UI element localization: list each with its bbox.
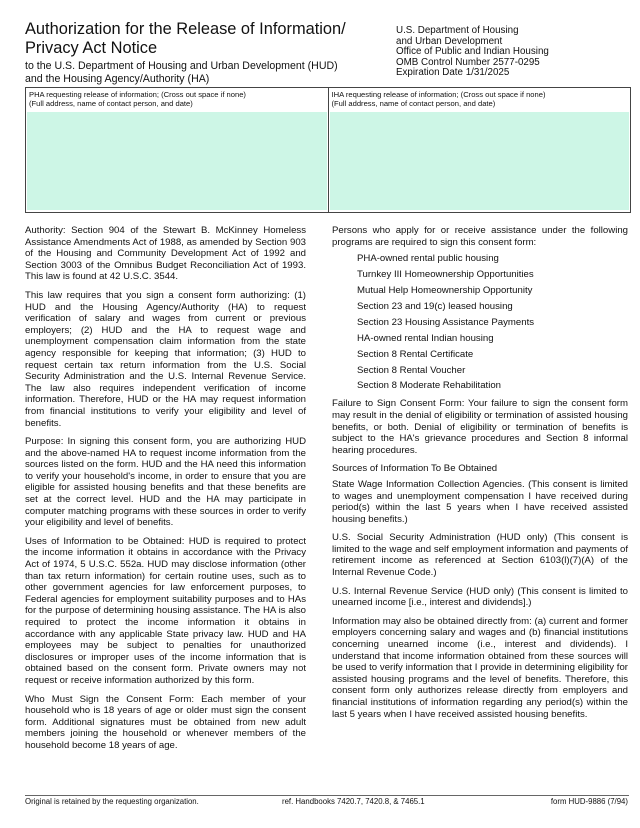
title-line-2: Privacy Act Notice xyxy=(25,39,158,57)
agency-line: and Urban Development xyxy=(396,35,503,47)
title-line-1: Authorization for the Release of Information/ xyxy=(25,20,346,38)
right-column xyxy=(332,225,628,727)
program-item: Section 8 Rental Voucher xyxy=(357,364,466,376)
sources-heading: Sources of Information To Be Obtained xyxy=(332,463,498,475)
program-item: Mutual Help Homeownership Opportunity xyxy=(357,285,533,296)
program-item: Turnkey III Homeownership Opportunities xyxy=(357,269,534,281)
state-wage-paragraph: State Wage Information Collection Agencies. (This consent is limited to wages and unemployment compensation I have received during period(s) within the last 5 years when I have received assisted housing benefits.) xyxy=(332,478,628,525)
program-item: Section 23 Housing Assistance Payments xyxy=(357,316,535,328)
program-item: Section 8 Moderate Rehabilitation xyxy=(357,380,501,392)
authority-paragraph: Authority: Section 904 of the Stewart B. McKinney Homeless Assistance Amendments Act of 1988, as amended by Section 903 of the Housing and Community Development Act of 1992 and Section 3003 of the Omnibus Budget Reconciliation Act of 1993. This law is found at 42 U.S.C. 3544. xyxy=(25,225,306,283)
iha-box xyxy=(328,88,631,212)
pha-box xyxy=(26,88,328,212)
uses-paragraph: Uses of Information to be Obtained: HUD is required to protect the income information it obtains in accordance with the Privacy Act of 1974, 5 U.S.C. 552a. HUD may disclose information (other than tax return information) for certain routine uses, such as to other government agencies for law enforcement purposes, to Federal agencies for employment suitability purposes and to HAs for the purpose of determining housing assistance. The HA is also required to protect the income information it obtains in accordance with any applicable State privacy law. HUD and HA employees may be subject to penalties for unauthorized disclosures or improper uses of the income information that is obtained based on the consent form. Private owners may not request or receive information authorized by this form. xyxy=(25,535,306,686)
persons-paragraph: Persons who apply for or receive assistance under the following programs are required to sign this consent form: xyxy=(332,225,628,248)
program-item: HA-owned rental Indian housing xyxy=(357,332,494,344)
program-item: Section 8 Rental Certificate xyxy=(357,348,474,360)
footer-retention-note: Original is retained by the requesting organization. xyxy=(25,797,199,806)
agency-block xyxy=(396,26,626,79)
expiration-date: Expiration Date 1/31/2025 xyxy=(396,67,510,79)
iha-label-line-1: IHA requesting release of information; (Cross out space if none) xyxy=(331,90,546,99)
subtitle-line-1: to the U.S. Department of Housing and Urban Development (HUD) xyxy=(25,60,338,72)
purpose-paragraph: Purpose: In signing this consent form, you are authorizing HUD and the above-named HA to request income information from the sources listed on the form. HUD and the HA need this information to verify your household's income, in order to ensure that you are eligible for assisted housing benefits and that these benefits are set at the correct level. HUD and the HA may participate in computer matching programs with these sources in order to verify your eligibility and level of benefits. xyxy=(25,436,306,529)
agency-line: Office of Public and Indian Housing xyxy=(396,46,549,58)
direct-sources-paragraph: Information may also be obtained directly from: (a) current and former employers concerning salary and wages and (b) financial institutions concerning unearned income (i.e., interest and dividends). I understand that income information obtained from these sources will be used to verify information that I provide in determining eligibility for assisted housing programs and the level of benefits. Therefore, this consent form only authorizes release directly from employers and financial institutions of information regarding any period(s) within the last 5 years when I have received assisted housing benefits. xyxy=(332,615,628,720)
pha-label-line-1: PHA requesting release of information; (Cross out space if none) xyxy=(29,90,246,99)
iha-label-line-2: (Full address, name of contact person, and date) xyxy=(331,99,496,108)
iha-box-label xyxy=(329,88,631,110)
program-item: PHA-owned rental public housing xyxy=(357,253,499,265)
form-header xyxy=(25,20,385,86)
failure-paragraph: Failure to Sign Consent Form: Your failure to sign the consent form may result in the denial of eligibility or termination of assisted housing benefits, or both. Denial of eligibility or termination of benefits is subject to the HA's grievance procedures and Section 8 informal hearing procedures. xyxy=(332,398,628,456)
law-paragraph: This law requires that you sign a consent form authorizing: (1) HUD and the Housing Agency/Authority (HA) to request verification of salary and wages from current or previous employers; (2) HUD and the HA to request wage and unemployment compensation claim information from the state agency responsible for keeping that information; (3) HUD to request certain tax return information from the U.S. Social Security Administration and the U.S. Internal Revenue Service. The law also requires independent verification of income information. Therefore, HUD or the HA may request information from financial institutions to verify your eligibility and level of benefits. xyxy=(25,289,306,429)
agency-line: U.S. Department of Housing xyxy=(396,25,519,36)
footer-form-number: form HUD-9886 (7/94) xyxy=(550,797,628,806)
footer-references: ref. Handbooks 7420.7, 7420.8, & 7465.1 xyxy=(282,797,425,806)
subtitle-line-2: and the Housing Agency/Authority (HA) xyxy=(25,73,210,85)
omb-control-number: OMB Control Number 2577-0295 xyxy=(396,56,540,68)
irs-paragraph: U.S. Internal Revenue Service (HUD only) (This consent is limited to unearned income [i.e., interest and dividends].) xyxy=(332,585,628,609)
form-subtitle xyxy=(25,60,385,86)
program-list xyxy=(332,253,628,392)
form-title xyxy=(25,20,385,58)
pha-label-line-2: (Full address, name of contact person, and date) xyxy=(29,99,193,108)
who-must-sign-paragraph: Who Must Sign the Consent Form: Each member of your household who is 18 years of age or older must sign the consent form. Additional signatures must be obtained from new adult members joining the household or whenever members of the household become 18 years of age. xyxy=(25,693,306,751)
iha-input-field[interactable] xyxy=(330,112,630,210)
program-item: Section 23 and 19(c) leased housing xyxy=(357,300,513,312)
left-column xyxy=(25,225,306,759)
pha-box-label xyxy=(26,88,328,110)
footer-divider xyxy=(25,795,629,796)
requesting-agency-boxes xyxy=(25,87,631,213)
pha-input-field[interactable] xyxy=(27,112,327,210)
ssa-paragraph: U.S. Social Security Administration (HUD only) (This consent is limited to the wage and self employment information and payments of retirement income as referenced at Section 6103(l)(7)(A) of the Internal Revenue Code.) xyxy=(332,532,628,579)
